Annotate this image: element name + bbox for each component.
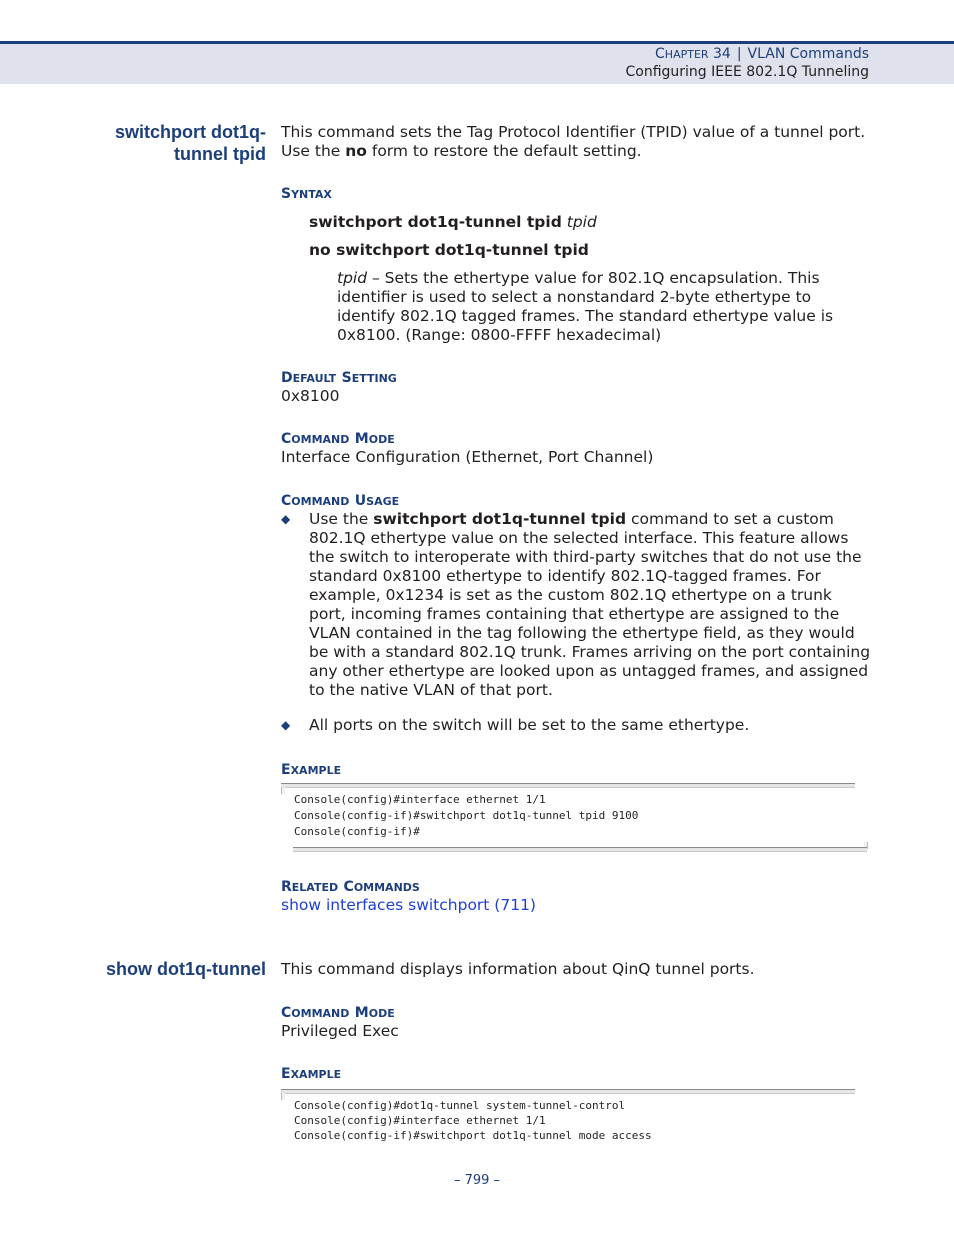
code-line: Console(config-if)#switchport dot1q-tunnel tpid 9100 [294,809,639,822]
related-commands-list [281,896,871,915]
heading-cap: R [281,879,292,895]
heading-small: XAMPLE [290,764,342,777]
syntax-line-1 [309,213,899,232]
heading-cap: C [281,431,292,447]
example-heading [281,760,341,778]
heading-cap: D [281,370,293,386]
chapter-label [655,46,869,62]
heading-small: OMMAND [291,433,350,446]
code-line: Console(config)#dot1q-tunnel system-tunnel-control [294,1099,626,1112]
code-frame-corner [281,787,285,794]
syntax-param: tpid [566,213,597,231]
command-description [281,123,871,161]
chapter-title: VLAN Commands [747,46,869,62]
heading-small: ODE [368,433,395,446]
code-line: Console(config-if)#switchport dot1q-tunnel mode access [294,1129,652,1142]
section-title: Configuring IEEE 802.1Q Tunneling [625,64,869,80]
header-separator: | [736,46,742,62]
param-name: tpid [337,269,368,287]
heading-cap: S [341,370,352,386]
related-commands-heading [281,877,420,895]
default-setting-heading [281,368,397,386]
command-mode-heading [281,429,395,447]
heading-cap: C [281,1005,292,1021]
command-title-show-dot1q-tunnel: show dot1q-tunnel [106,959,266,979]
syntax-no-command: no switchport dot1q-tunnel tpid [309,241,589,259]
usage-text-end: command to set a custom 802.1Q ethertype value on the selected interface. This feature allows the switch to interoperate with third-party switches that do not use the standard 0x8100 ethertype to identify 802.1Q-tagged frames. For example, 0x1234 is set as the custom 802.1Q ethertype on a trunk port, incoming frames containing that ethertype are assigned to the VLAN contained in the tag following the ethertype field, as they would be with a standard 802.1Q trunk. Frames arriving on the port containing any other ethertype are looked upon as untagged frames, and assigned to the native VLAN of that port. [309,510,871,699]
param-text: – Sets the ethertype value for 802.1Q encapsulation. This identifier is used to select a nonstandard 2-byte ethertype to identify 802.1Q tagged frames. The standard ethertype value is 0x8100. (Range: 0800-FFFF hexadecimal) [337,269,834,344]
heading-cap: M [354,1005,369,1021]
heading-small: SAGE [366,495,400,508]
heading-cap: E [281,1066,291,1082]
related-command-link[interactable]: show interfaces switchport (711) [281,896,536,914]
heading-cap: S [281,186,292,202]
chapter-cap: C [655,46,665,62]
usage-item-1 [309,510,871,700]
usage-item-2: All ports on the switch will be set to the same ethertype. [309,716,750,734]
syntax-heading [281,184,332,202]
heading-small: OMMAND [291,495,350,508]
heading-small: ETTING [351,372,397,385]
heading-small: XAMPLE [290,1068,342,1081]
command-mode-value: Interface Configuration (Ethernet, Port Channel) [281,448,654,466]
code-frame-bottom [293,847,867,852]
bullet-diamond-icon: ◆ [281,512,291,526]
heading-small: OMMAND [291,1007,350,1020]
command-description: This command displays information about QinQ tunnel ports. [281,960,755,978]
heading-small: OMMANDS [353,881,420,894]
heading-small: ODE [368,1007,395,1020]
command-title-line1: switchport dot1q- [115,122,266,142]
code-frame-top [281,1089,855,1094]
heading-small: ELATED [291,881,339,894]
command-title-line2: tunnel tpid [174,144,266,164]
heading-small: EFAULT [292,372,337,385]
default-setting-value: 0x8100 [281,387,340,405]
chapter-number: 34 [713,46,731,62]
syntax-command: switchport dot1q-tunnel tpid [309,213,562,231]
usage-text: Use the [309,510,374,528]
bullet-diamond-icon: ◆ [281,718,291,732]
heading-cap: C [281,493,292,509]
code-line: Console(config)#interface ethernet 1/1 [294,793,546,806]
code-frame-corner [281,1093,285,1100]
heading-cap: C [343,879,354,895]
heading-small: YNTAX [291,188,332,201]
syntax-line-2 [309,241,899,260]
command-usage-heading [281,491,399,509]
code-line: Console(config)#interface ethernet 1/1 [294,1114,546,1127]
command-mode-heading [281,1003,395,1021]
page-number: – 799 – [453,1173,501,1188]
heading-cap: E [281,762,291,778]
heading-cap: M [354,431,369,447]
usage-command: switchport dot1q-tunnel tpid [373,510,627,528]
desc-text: This command sets the Tag Protocol Identifier (TPID) value of a tunnel port. Use the [281,123,866,160]
code-frame-top [281,783,855,788]
code-example-2 [281,1089,869,1149]
code-line: Console(config-if)# [294,825,420,838]
command-title-tpid [115,121,266,165]
heading-cap: U [354,493,367,509]
code-example-1 [281,783,869,855]
param-description [337,269,857,345]
example-heading [281,1064,341,1082]
command-mode-value: Privileged Exec [281,1022,399,1040]
desc-no-keyword: no [345,142,367,160]
desc-text-end: form to restore the default setting. [366,142,642,160]
chapter-small: HAPTER [664,48,709,61]
